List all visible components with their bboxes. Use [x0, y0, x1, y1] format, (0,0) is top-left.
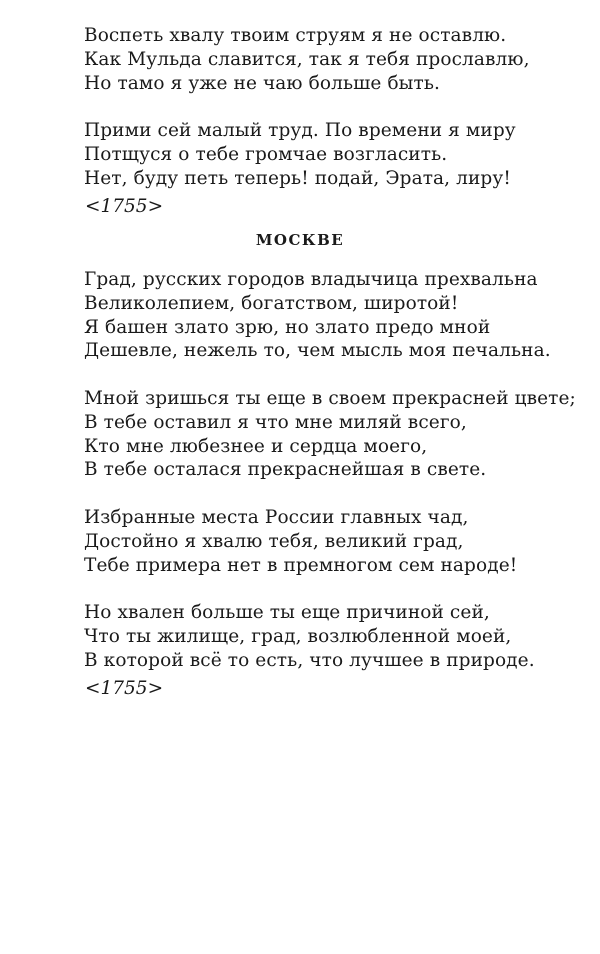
poem-line: Что ты жилище, град, возлюбленной моей,	[84, 625, 512, 647]
poem-line: Мной зришься ты еще в своем прекрасней цвете;	[84, 387, 576, 409]
poem-title: МОСКВЕ	[255, 231, 345, 249]
poem-line: В тебе осталася прекраснейшая в свете.	[84, 459, 487, 481]
poem-line: Как Мульда славится, так я тебя прославлю,	[84, 48, 530, 70]
previous-poem-date: <1755>	[85, 195, 164, 217]
poem-stanza-3	[84, 506, 576, 577]
previous-poem	[84, 24, 530, 219]
poem-line: Прими сей малый труд. По времени я миру	[84, 120, 516, 142]
poem-stanza-4	[84, 601, 576, 672]
poem-line: Избранные места России главных чад,	[84, 506, 469, 528]
previous-poem-stanza-2	[84, 119, 530, 190]
poem-line: Кто мне любезнее и сердца моего,	[84, 435, 428, 457]
poem-body	[84, 268, 576, 701]
poem-line: Нет, буду петь теперь! подай, Эрата, лиру!	[84, 167, 511, 189]
poem-line: В тебе оставил я что мне миляй всего,	[84, 411, 467, 433]
poem-line: Град, русских городов владычица прехвальна	[84, 269, 538, 290]
poem-stanza-2	[84, 387, 576, 482]
poem-line: Я башен злато зрю, но злато предо мной	[84, 316, 491, 338]
poem-date: <1755>	[85, 677, 164, 699]
poem-line: Воспеть хвалу твоим струям я не оставлю.	[84, 25, 507, 46]
poem-line: Но хвален больше ты еще причиной сей,	[84, 602, 490, 624]
previous-poem-stanza-1	[84, 24, 530, 95]
poem-line: Тебе примера нет в премногом сем народе!	[84, 554, 518, 576]
poem-line: В которой всё то есть, что лучшее в природе.	[84, 649, 535, 671]
poem-line: Достойно я хвалю тебя, великий град,	[84, 530, 464, 552]
poem-line: Потщуся о тебе громчае возгласить.	[84, 143, 448, 165]
poem-line: Дешевле, нежель то, чем мысль моя печальна.	[84, 340, 551, 362]
poem-line: Великолепием, богатством, широтой!	[84, 292, 459, 314]
poem-stanza-1	[84, 268, 576, 363]
poem-line: Но тамо я уже не чаю больше быть.	[84, 72, 440, 94]
